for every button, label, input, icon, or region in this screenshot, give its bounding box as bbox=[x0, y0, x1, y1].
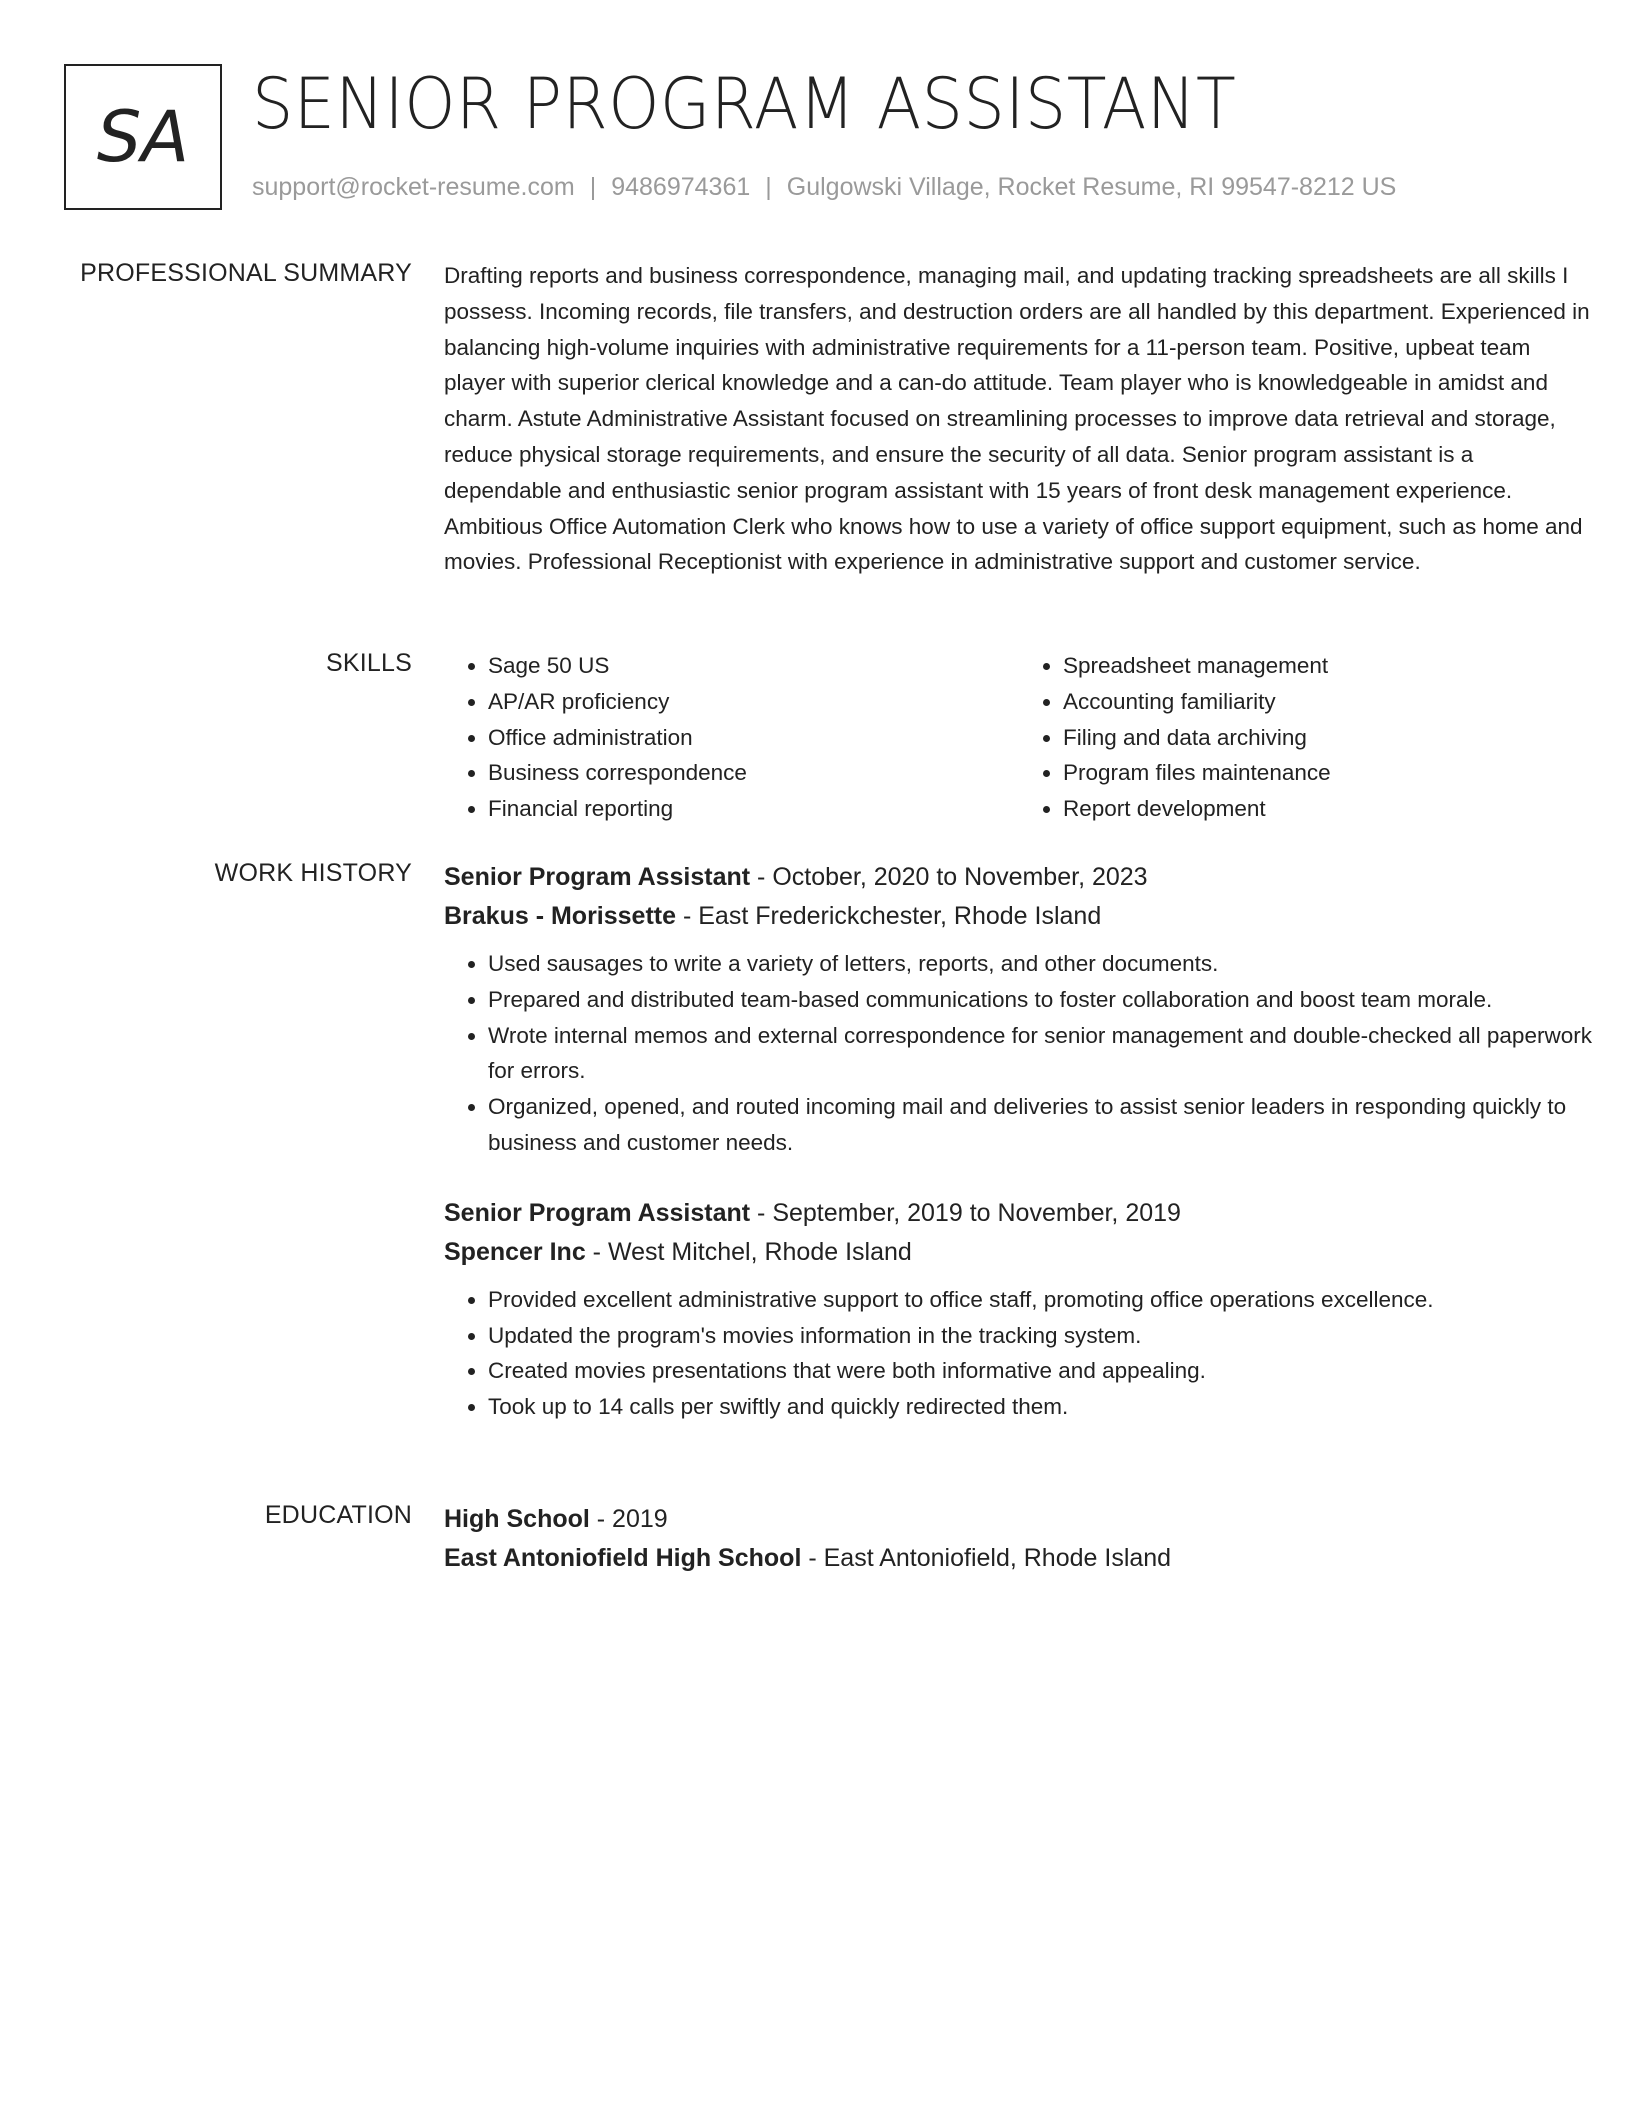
skills-list-right bbox=[1019, 648, 1594, 827]
skill-item: • Sage 50 US bbox=[488, 648, 1019, 684]
job-bullet: • Organized, opened, and routed incoming mail and deliveries to assist senior leaders in responding quickly to business and customer needs. bbox=[488, 1089, 1594, 1161]
contact-separator: | bbox=[589, 173, 597, 201]
education-body bbox=[444, 1500, 1594, 1578]
job-title-line bbox=[444, 1194, 1594, 1233]
contact-address: Gulgowski Village, Rocket Resume, RI 99547-8212 US bbox=[786, 173, 1397, 201]
work-history-body bbox=[444, 858, 1594, 1425]
page-title: SENIOR PROGRAM ASSISTANT bbox=[252, 63, 1237, 145]
job-bullet: • Created movies presentations that were both informative and appealing. bbox=[488, 1353, 1594, 1389]
job-entry bbox=[444, 858, 1594, 1161]
job-company-line bbox=[444, 897, 1594, 936]
skill-item: • Report development bbox=[1063, 791, 1594, 827]
skills-list-left bbox=[444, 648, 1019, 827]
work-history-label: WORK HISTORY bbox=[214, 859, 412, 887]
contact-separator: | bbox=[765, 173, 772, 201]
education-school-line bbox=[444, 1539, 1594, 1578]
skill-item: • Program files maintenance bbox=[1063, 755, 1594, 791]
job-title: Senior Program Assistant bbox=[444, 863, 751, 891]
skill-item: • Accounting familiarity bbox=[1063, 684, 1594, 720]
skill-item: • Business correspondence bbox=[488, 755, 1019, 791]
job-company: Brakus - Morissette bbox=[444, 902, 677, 930]
job-location: - West Mitchel, Rhode Island bbox=[585, 1237, 912, 1266]
job-title-line bbox=[444, 858, 1594, 897]
job-location: - East Frederickchester, Rhode Island bbox=[676, 902, 1102, 930]
education-location: - East Antoniofield, Rhode Island bbox=[801, 1544, 1172, 1572]
skill-item: • Filing and data archiving bbox=[1063, 720, 1594, 756]
monogram-badge: SA bbox=[64, 64, 222, 210]
education-school: East Antoniofield High School bbox=[444, 1544, 802, 1572]
education-year: - 2019 bbox=[589, 1505, 668, 1533]
contact-email: support@rocket-resume.com bbox=[252, 173, 575, 201]
job-dates: - October, 2020 to November, 2023 bbox=[750, 863, 1148, 891]
job-title: Senior Program Assistant bbox=[444, 1198, 751, 1227]
education-degree-line bbox=[444, 1500, 1594, 1539]
job-bullet: • Took up to 14 calls per swiftly and quickly redirected them. bbox=[488, 1389, 1594, 1425]
job-company: Spencer Inc bbox=[444, 1237, 586, 1266]
job-entry bbox=[444, 1194, 1594, 1425]
education-degree: High School bbox=[444, 1505, 590, 1533]
resume-header bbox=[64, 64, 1584, 210]
job-bullet: • Wrote internal memos and external correspondence for senior management and double-checked all paperwork for errors. bbox=[488, 1018, 1594, 1090]
summary-label: PROFESSIONAL SUMMARY bbox=[80, 259, 412, 287]
job-bullets bbox=[444, 946, 1594, 1161]
job-company-line bbox=[444, 1233, 1594, 1272]
skill-item: • AP/AR proficiency bbox=[488, 684, 1019, 720]
contact-phone: 9486974361 bbox=[611, 173, 751, 201]
job-bullets bbox=[444, 1282, 1594, 1425]
education-label: EDUCATION bbox=[264, 1501, 412, 1529]
job-bullet: • Prepared and distributed team-based communications to foster collaboration and boost team morale. bbox=[488, 982, 1594, 1018]
skill-item: • Office administration bbox=[488, 720, 1019, 756]
skill-item: • Spreadsheet management bbox=[1063, 648, 1594, 684]
skill-item: • Financial reporting bbox=[488, 791, 1019, 827]
summary-body bbox=[444, 258, 1594, 580]
contact-line bbox=[252, 172, 1396, 202]
summary-text: Drafting reports and business correspondence, managing mail, and updating tracking spreadsheets are all skills I possess. Incoming records, file transfers, and destruction orders are all handled by this department. Experienced in balancing high-volume inquiries with administrative requirements for a 11-person team. Positive, upbeat team player with superior clerical knowledge and a can-do attitude. Team player who is knowledgeable in amidst and charm. Astute Administrative Assistant focused on streamlining processes to improve data retrieval and storage, reduce physical storage requirements, and ensure the security of all data. Senior program assistant is a dependable and enthusiastic senior program assistant with 15 years of front desk management experience. Ambitious Office Automation Clerk who knows how to use a variety of office support equipment, such as home and movies. Professional Receptionist with experience in administrative support and customer service. bbox=[444, 263, 1590, 575]
job-bullet: • Provided excellent administrative support to office staff, promoting office operations excellence. bbox=[488, 1282, 1594, 1318]
job-bullet: • Updated the program's movies information in the tracking system. bbox=[488, 1318, 1594, 1354]
job-bullet: • Used sausages to write a variety of letters, reports, and other documents. bbox=[488, 946, 1594, 982]
skills-label: SKILLS bbox=[326, 649, 412, 677]
job-dates: - September, 2019 to November, 2019 bbox=[750, 1198, 1181, 1227]
skills-columns bbox=[444, 648, 1594, 827]
